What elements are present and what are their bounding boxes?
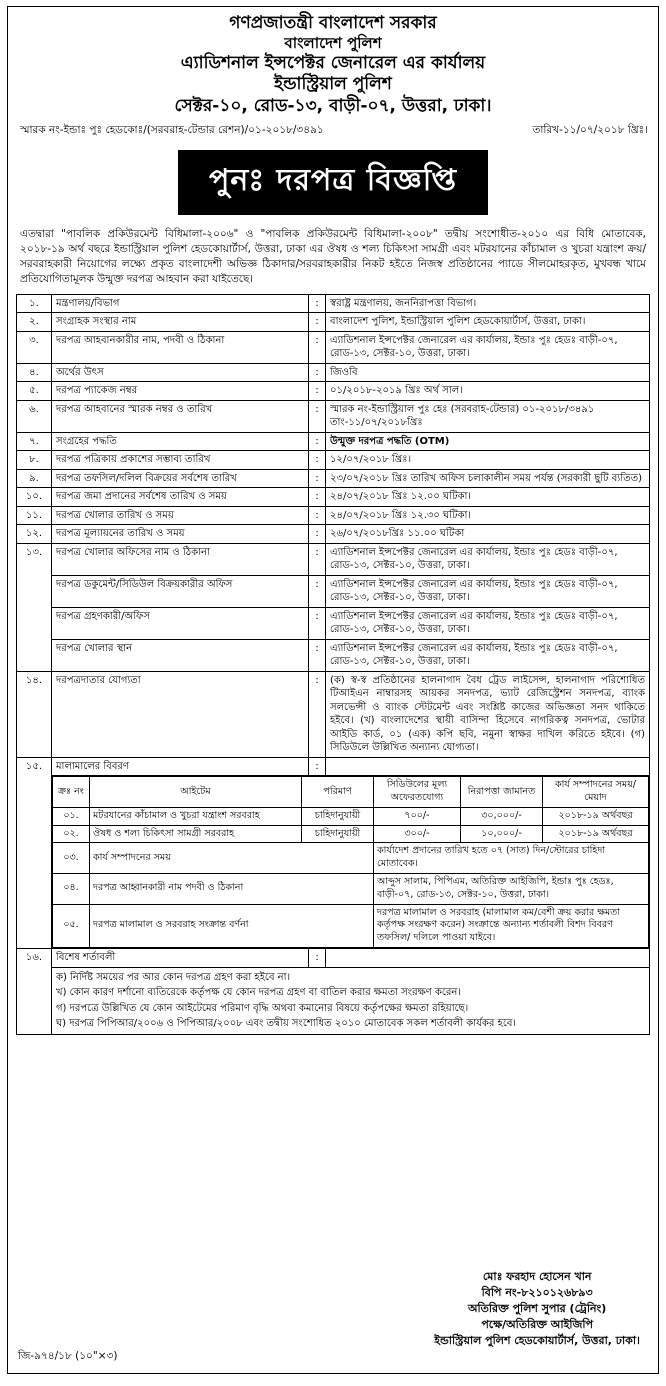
row-value: ০১/২০১৮-২০১৯ খ্রিঃ অর্থ সাল। — [326, 382, 650, 401]
items-table-row — [17, 776, 650, 949]
colon: : — [309, 313, 326, 332]
row-number: ৩. — [17, 331, 52, 363]
colon: : — [309, 949, 326, 968]
table-row — [17, 294, 650, 313]
row-label: দরপত্র তফসিল/দলিল বিক্রয়ের সর্বশেষ তারিখ — [52, 469, 309, 488]
item-sl: ০৫. — [53, 904, 90, 947]
colon: : — [309, 525, 326, 544]
header-line-3: এ্যাডিশনাল ইন্সপেক্টর জেনারেল এর কার্যালয় — [180, 53, 486, 73]
signatory-on-behalf: পক্ষে/অতিরিক্ত আইজিপি — [481, 1317, 593, 1331]
item-sl: ০২. — [53, 825, 90, 843]
table-row — [17, 363, 650, 382]
row-value: ২৪/০৭/২০১৮ খ্রিঃ ১২.৩০ ঘটিকা। — [326, 506, 650, 525]
items-extra-row — [53, 904, 649, 947]
item-name: কার্য সম্পাদনের সময় — [90, 843, 374, 874]
condition-item: গ) দরপত্রে উল্লিখিত যে কোন আইটেমের পরিমাণ বৃদ্ধি অথবা কমানোর বিষয়ে কর্তৃপক্ষের ক্ষমতা রহিয়াছে। — [56, 1002, 469, 1014]
row-value: স্বরাষ্ট্র মন্ত্রণালয়, জননিরাপত্তা বিভাগ। — [326, 294, 650, 313]
table-row — [17, 949, 650, 968]
items-header-cell: পরিমাণ — [302, 777, 374, 808]
row-label: দরপত্র খোলার অফিসের নাম ও ঠিকানা — [52, 543, 309, 575]
row-label: দরপত্র খোলার স্থান — [52, 639, 309, 671]
condition-item: ক) নির্দিষ্ট সময়ের পর আর কোন দরপত্র গ্রহণ করা হইবে না। — [56, 971, 291, 983]
row-number: ৯. — [17, 469, 52, 488]
table-row — [17, 757, 650, 776]
row-label: দরপত্র আহবানের স্মারক নম্বর ও তারিখ — [52, 400, 309, 432]
colon: : — [309, 432, 326, 451]
items-header-cell: নিরাপত্তা জামানত — [461, 777, 543, 808]
signatory-office: ইন্ডাস্ট্রিয়াল পুলিশ হেডকোয়ার্টার্স, উত্তরা, ঢাকা। — [434, 1333, 640, 1347]
colon: : — [309, 757, 326, 776]
row-label: অর্থের উৎস — [52, 363, 309, 382]
table-row — [17, 525, 650, 544]
table-row — [17, 313, 650, 332]
table-row — [17, 671, 650, 757]
row-number: ১৫. — [17, 757, 52, 948]
row-value: এ্যাডিশনাল ইন্সপেক্টর জেনারেল এর কার্যালয়, ইন্ডাঃ পুঃ হেডঃ বাড়ী-০৭, রোড-১৩, সেক্টর-১০, উত্তরা, ঢাকা। — [326, 331, 650, 363]
items-header-row — [53, 777, 649, 808]
item-name: মটরযানের কাঁচামাল ও খুচরা যন্ত্রাংশ সরবরাহ — [90, 807, 302, 825]
special-conditions — [52, 967, 650, 1034]
row-label: দরপত্রদাতার যোগ্যতা — [52, 671, 309, 757]
row-number: ২. — [17, 313, 52, 332]
row-number: ৫. — [17, 382, 52, 401]
item-qty: চাহিদানুযায়ী — [302, 807, 374, 825]
row-number: ৬. — [17, 400, 52, 432]
row-label: দরপত্র খোলার তারিখ ও সময় — [52, 506, 309, 525]
colon: : — [309, 607, 326, 639]
item-security: ৩০,০০০/- — [461, 807, 543, 825]
row-number: ১৬. — [17, 949, 52, 1035]
row-label: সংগ্রাহক সংস্থার নাম — [52, 313, 309, 332]
item-value: কার্যাদেশ প্রদানের তারিখ হতে ০৭ (সাত) দিন/স্টোরের চাহিদা মোতাবেক। — [374, 843, 649, 874]
memo-date: তারিখ-১১/০৭/২০১৮ খ্রিঃ। — [532, 123, 648, 136]
notice-banner: পুনঃ দরপত্র বিজ্ঞপ্তি — [178, 150, 488, 215]
row-label: দরপত্র ডকুমেন্ট/সিডিউল বিক্রয়কারীর অফিস — [52, 575, 309, 607]
condition-item: খ) কোন কারণ দর্শানো ব্যতিরেকে কর্তৃপক্ষ যে কোন দরপত্র গ্রহণ বা বাতিল করার ক্ষমতা সংরক্ষণ করেন। — [56, 987, 461, 999]
item-sl: ০৩. — [53, 843, 90, 874]
signatory-name: মোঃ ফরহাদ হোসেন খান — [482, 1270, 592, 1283]
item-qty: চাহিদানুযায়ী — [302, 825, 374, 843]
row-value — [326, 949, 650, 968]
colon: : — [309, 382, 326, 401]
colon: : — [309, 488, 326, 507]
row-label: দরপত্র পত্রিকায় প্রকাশের সম্ভাব্য তারিখ — [52, 451, 309, 470]
row-value: এ্যাডিশনাল ইন্সপেক্টর জেনারেল এর কার্যালয়, ইন্ডাঃ পুঃ হেডঃ বাড়ী-০৭, রোড-১৩, সেক্টর-১০, উত্তরা, ঢাকা। — [326, 543, 650, 575]
row-value: ২৩/০৭/২০১৮ খ্রিঃ তারিখ অফিস চলাকালীন সময় পর্যন্ত (সরকারী ছুটি ব্যতিত) — [326, 469, 650, 488]
row-number: ৭. — [17, 432, 52, 451]
table-row — [17, 451, 650, 470]
item-name: দরপত্র মালামাল ও সরবরাহ সংক্রান্ত বর্ণনা — [90, 904, 374, 947]
signature-block — [434, 1269, 640, 1349]
conditions-row — [17, 967, 650, 1034]
colon: : — [309, 575, 326, 607]
items-extra-row — [53, 843, 649, 874]
colon: : — [309, 543, 326, 575]
items-extra-row — [53, 874, 649, 905]
table-row — [17, 543, 650, 575]
row-label: বিশেষ শর্তাবলী — [52, 949, 309, 968]
table-row — [17, 488, 650, 507]
header-line-2: বাংলাদেশ পুলিশ — [284, 34, 382, 53]
row-number: ৪. — [17, 363, 52, 382]
row-number: ১৪. — [17, 671, 52, 757]
item-sl: ০৪. — [53, 874, 90, 905]
items-table — [52, 776, 649, 948]
row-value: এ্যাডিশনাল ইন্সপেক্টর জেনারেল এর কার্যালয়, ইন্ডাঃ পুঃ হেডঃ বাড়ী-০৭, রোড-১৩, সেক্টর-১০, উত্তরা, ঢাকা। — [326, 639, 650, 671]
row-value: স্মারক নং-ইন্ডাস্ট্রিয়াল পুঃ হেঃ (সরবরাহ-টেন্ডার) ০১-২০১৮/৩৪৯১ তাং-১১/০৭/২০১৮খ্রিঃ — [326, 400, 650, 432]
item-period: ২০১৮-১৯ অর্থবছর — [543, 825, 649, 843]
footer-code: জি-৯৭৪/১৮ (১০"×৩) — [18, 1350, 118, 1362]
tender-details-table — [16, 294, 650, 1035]
row-label: সংগ্রহের পদ্ধতি — [52, 432, 309, 451]
memo-row — [8, 117, 658, 140]
table-row — [17, 639, 650, 671]
memo-ref: স্মারক নং-ইন্ডাঃ পুঃ হেডকোঃ/(সরবরাহ-টেন্ডার রেশন)/০১-২০১৮/৩৪৯১ — [20, 123, 324, 136]
items-header-cell: ক্রঃ নং — [53, 777, 90, 808]
table-row — [17, 432, 650, 451]
items-row — [53, 807, 649, 825]
row-label: মালামালের বিবরণ — [52, 757, 309, 776]
colon: : — [309, 469, 326, 488]
row-value: এ্যাডিশনাল ইন্সপেক্টর জেনারেল এর কার্যালয়, ইন্ডাঃ পুঃ হেডঃ বাড়ী-০৭, রোড-১৩, সেক্টর-১০, উত্তরা, ঢাকা। — [326, 575, 650, 607]
row-label: দরপত্র আহবানকারীর নাম, পদবী ও ঠিকানা — [52, 331, 309, 363]
table-row — [17, 382, 650, 401]
intro-paragraph: এতদ্বারা "পাবলিক প্রকিউরমেন্ট বিধিমালা-২০০৬" ও "পাবলিক প্রকিউরমেন্ট বিধিমালা-২০০৮" তদ্বীয় সংশোধীত-২০১০ এর বিধি মোতাবেক, ২০১৮-১৯ অর্থ বছরে ইন্ডাস্ট্রিয়াল পুলিশ হেডকোয়ার্টার্স, উত্তরা, ঢাকা এর ঔষধ ও শল্য চিকিৎসা সামগ্রী এবং মটরযানের কাঁচামাল ও খুচরা যন্ত্রাংশ ক্রয়/সরবরাহকারী নিয়োগের লক্ষ্যে প্রকৃত বাংলাদেশী অভিজ্ঞ ঠিকাদার/সরবরাহকারীর নিকট হইতে নিজস্ব প্রতিষ্ঠানের প্যাডে সীলমোহরকৃত, মুখবন্ধ খামে প্রতিযোগিতামূলক উন্মুক্ত দরপত্র আহবান করা যাইতেছে। — [20, 227, 646, 286]
row-number: ১১. — [17, 506, 52, 525]
row-value: ২৪/০৭/২০১৮ খ্রিঃ ১২.০০ ঘটিকা। — [326, 488, 650, 507]
row-number: ১২. — [17, 525, 52, 544]
colon: : — [309, 331, 326, 363]
item-name: দরপত্র আহ্বানকারী নাম পদবী ও ঠিকানা — [90, 874, 374, 905]
items-header-cell: সিডিউলের মূল্য অফেরতযোগ্য — [374, 777, 461, 808]
item-price: ৩০০/- — [374, 825, 461, 843]
colon: : — [309, 294, 326, 313]
table-row — [17, 575, 650, 607]
row-value: (ক) স্ব-স্ব প্রতিষ্ঠানের হালনাগাদ বৈধ ট্রেড লাইসেন্স, হালনাগাদ পরিশোধিত টিআইএন নাম্বারসহ আয়কর সনদপত্র, ভ্যাট রেজিস্ট্রেশন সনদপত্র, ব্যাংক সলভেন্সী ও ব্যাংক স্টেটমেন্ট এবং সংশ্লিষ্ট কাজের অভিজ্ঞতা সনদ থাকিতে হইবে। (খ) বাংলাদেশের স্থায়ী বাসিন্দা হিসেবে নাগরিকত্ব সনদপত্র, ভোটার আইডি কার্ড, ০১ (এক) কপি ছবি, নমুনা স্বাক্ষর দাখিল করিতে হইবে। (গ) সিডিউলে উল্লিখিত অন্যান্য যোগ্যতা। — [326, 671, 650, 757]
row-number: ৮. — [17, 451, 52, 470]
tender-notice-page — [7, 6, 659, 1374]
header-line-1: গণপ্রজাতন্ত্রী বাংলাদেশ সরকার — [229, 13, 437, 33]
items-row — [53, 825, 649, 843]
item-sl: ০১. — [53, 807, 90, 825]
table-row — [17, 607, 650, 639]
row-value: জিওবি — [326, 363, 650, 382]
row-label: দরপত্র জমা প্রদানের সর্বশেষ তারিখ ও সময় — [52, 488, 309, 507]
row-value: ২৬/০৭/২০১৮খ্রিঃ ১১.০০ ঘটিকা — [326, 525, 650, 544]
table-row — [17, 506, 650, 525]
row-label: দরপত্র মূল্যায়নের তারিখ ও সময় — [52, 525, 309, 544]
colon: : — [309, 451, 326, 470]
colon: : — [309, 506, 326, 525]
table-row — [17, 469, 650, 488]
item-security: ১০,০০০/- — [461, 825, 543, 843]
item-price: ৭০০/- — [374, 807, 461, 825]
colon: : — [309, 363, 326, 382]
table-row — [17, 400, 650, 432]
table-row — [17, 331, 650, 363]
item-value: দরপত্র মালামাল ও সরবরাহ (মালামাল কম/বেশী ক্রয় করার ক্ষমতা কর্তৃপক্ষ সংরক্ষণ করেন) সংক্রান্তে অন্যান্য শর্তাবলী বিশদ বিবরণ তফসিল/ দলিলে পাওয়া যাইবে। — [374, 904, 649, 947]
row-value: বাংলাদেশ পুলিশ, ইন্ডাস্ট্রিয়াল পুলিশ হেডকোয়ার্টার্স, উত্তরা, ঢাকা। — [326, 313, 650, 332]
row-value: এ্যাডিশনাল ইন্সপেক্টর জেনারেল এর কার্যালয়, ইন্ডাঃ পুঃ হেডঃ বাড়ী-০৭, রোড-১৩, সেক্টর-১০, উত্তরা, ঢাকা। — [326, 607, 650, 639]
row-number: ১. — [17, 294, 52, 313]
item-value: আব্দুস সালাম, পিপিএম, অতিরিক্ত আইজিপি, ইন্ডাঃ পুঃ হেডঃ, বাড়ী-০৭, রোড-১৩, সেক্টর-১০, উত্তরা, ঢাকা। — [374, 874, 649, 905]
colon: : — [309, 400, 326, 432]
condition-item: ঘ) দরপত্র পিপিআর/২০০৬ ও পিপিআর/২০০৮ এবং তদ্বীয় সংশোধিত ২০১০ মোতাবেক সকল শর্তাবলী কার্যকর হবে। — [56, 1018, 517, 1030]
header-line-4: ইন্ডাস্ট্রিয়াল পুলিশ — [274, 74, 392, 95]
items-header-cell: কার্য সম্পাদনের সময়/মেয়াদ — [543, 777, 649, 808]
row-label: দরপত্র গ্রহণকারী/অফিস — [52, 607, 309, 639]
signatory-designation: অতিরিক্ত পুলিশ সুপার (ট্রেনিং) — [467, 1301, 607, 1315]
row-label: দরপত্র প্যাকেজ নম্বর — [52, 382, 309, 401]
row-number: ১০. — [17, 488, 52, 507]
row-value — [326, 757, 650, 776]
row-value: উন্মুক্ত দরপত্র পদ্ধতি (OTM) — [326, 432, 650, 451]
header — [8, 13, 658, 117]
row-value: ১২/০৭/২০১৮ খ্রিঃ। — [326, 451, 650, 470]
row-number: ১৩. — [17, 543, 52, 671]
colon: : — [309, 671, 326, 757]
header-line-5: সেক্টর-১০, রোড-১৩, বাড়ী-০৭, উত্তরা, ঢাকা। — [174, 95, 492, 116]
signatory-bp: বিপি নং-৮২১০১২৬৮৯৩ — [481, 1285, 593, 1299]
colon: : — [309, 639, 326, 671]
item-period: ২০১৮-১৯ অর্থবছর — [543, 807, 649, 825]
items-header-cell: আইটেম — [90, 777, 302, 808]
row-label: মন্ত্রণালয়/বিভাগ — [52, 294, 309, 313]
item-name: ঔষধ ও শল্য চিকিৎসা সামগ্রী সরবরাহ — [90, 825, 302, 843]
